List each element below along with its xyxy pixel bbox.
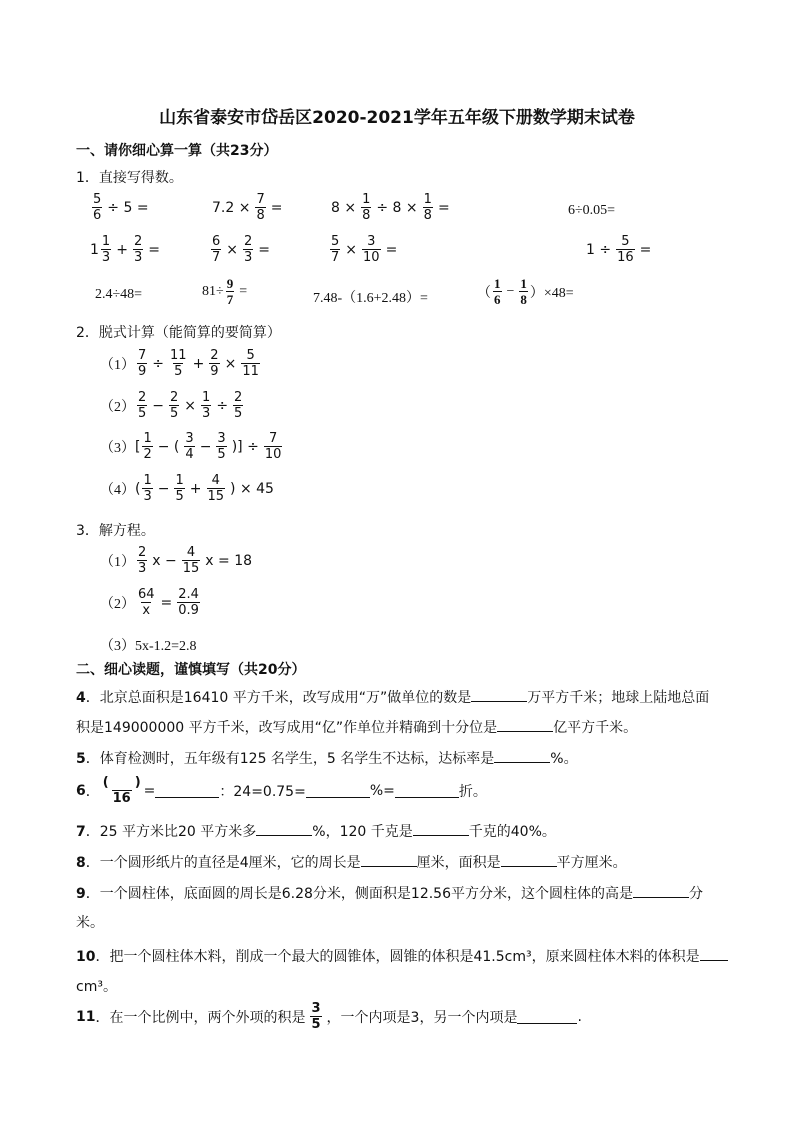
q3-item-3: （3）5x-1.2=2.8 [100,639,197,654]
section-1-heading: 一、请你细心算一算（共23分） [76,143,278,159]
q7-blank-2[interactable] [413,821,469,836]
q3-label: 3．解方程。 [76,523,155,539]
q4-blank-1[interactable] [471,687,527,702]
q7: 7．25 平方米比20 平方米多 %，120 千克是 千克的40%。 [76,821,556,841]
q1-r3-b: 81÷ $\frac{9}{7}$ = [202,276,248,307]
q1-r1-d: 6÷0.05= [568,203,616,218]
q8-blank-2[interactable] [501,852,557,867]
q8-blank-1[interactable] [361,852,417,867]
q1-r1-b: 7.2 × $\frac{7}{8}$ = [212,192,283,223]
q6: 6 ． $\frac{( )}{16}$ = ：24=0.75= %= 折。 [76,775,487,806]
q9-blank[interactable] [633,883,689,898]
q5-blank[interactable] [494,748,550,763]
q1-r3-a: 2.4÷48= [95,287,143,302]
q6-blank-3[interactable] [395,783,459,798]
q2-label: 2．脱式计算（能简算的要简算） [76,325,281,341]
q1-label: 1．直接写得数。 [76,170,183,186]
section-2-heading: 二、细心读题，谨慎填写（共20分） [76,662,306,678]
q1-r2-b: $\frac{6}{7}$ × $\frac{2}{3}$ = [212,234,271,265]
q7-blank-1[interactable] [256,821,312,836]
q2-item-1: （1） $\frac{7}{9}$ ÷ $\frac{11}{5}$ + $\frac{2}{9}$ × $\frac{5}{11}$ [100,348,259,379]
q9-line-1: 9．一个圆柱体，底面圆的周长是6.28分米，侧面积是12.56平方分米，这个圆柱体的高是 分 [76,883,703,903]
q2-item-2: （2） $\frac{2}{5}$ − $\frac{2}{5}$ × $\frac{1}{3}$ ÷ $\frac{2}{5}$ [100,390,243,421]
q9-line-2: 米。 [76,915,104,931]
q10-line-2: cm³。 [76,979,117,995]
q10-blank[interactable] [700,946,728,961]
page-title: 山东省泰安市岱岳区2020-2021学年五年级下册数学期末试卷 [159,108,635,128]
q1-r1-c: 8 × $\frac{1}{8}$ ÷ 8 × $\frac{1}{8}$ = [331,192,450,223]
q6-blank-1[interactable] [155,783,219,798]
q5: 5．体育检测时，五年级有125 名学生，5 名学生不达标，达标率是 %。 [76,748,578,768]
q11: 11 ．在一个比例中，两个外项的积是 $\frac{3}{5}$ ，一个内项是3，另一个内项是 . [76,1001,582,1032]
q1-r2-a: 1 $\frac{1}{3}$ + $\frac{2}{3}$ = [90,234,160,265]
q4-line-2: 积是149000000 平方千米，改写成用“亿”作单位并精确到十分位是 亿平方千米。 [76,717,637,737]
q2-item-3: （3） [ $\frac{1}{2}$ − ( $\frac{3}{4}$ − $\frac{3}{5}$ )] ÷ $\frac{7}{10}$ [100,431,282,462]
q4-blank-2[interactable] [497,717,553,732]
q11-blank[interactable] [517,1009,577,1024]
q1-r3-d: （ $\frac{1}{6}$ − $\frac{1}{8}$ ）×48= [477,276,574,307]
q1-r2-d: 1 ÷ $\frac{5}{16}$ = [586,234,652,265]
q2-item-4: （4） ( $\frac{1}{3}$ − $\frac{1}{5}$ + $\frac{4}{15}$ ) × 45 [100,473,274,504]
q3-item-2: （2） $\frac{64}{x}$ = $\frac{2.4}{0.9}$ [100,587,199,618]
q4-line-1: 4．北京总面积是16410 平方千米，改写成用“万”做单位的数是 万平方千米；地球上陆地总面 [76,687,709,707]
q1-r1-a: $\frac{5}{6}$ ÷ 5 = [93,192,149,223]
q10-line-1: 10．把一个圆柱体木料，削成一个最大的圆锥体，圆锥的体积是41.5cm³，原来圆柱体木料的体积是 [76,946,728,966]
q1-r2-c: $\frac{5}{7}$ × $\frac{3}{10}$ = [331,234,398,265]
q1-r3-c: 7.48-（1.6+2.48）= [313,291,428,306]
q3-item-1: （1） $\frac{2}{3}$ x − $\frac{4}{15}$ x = 18 [100,545,253,576]
q8: 8．一个圆形纸片的直径是4厘米，它的周长是 厘米，面积是 平方厘米。 [76,852,627,872]
q6-blank-2[interactable] [306,783,370,798]
